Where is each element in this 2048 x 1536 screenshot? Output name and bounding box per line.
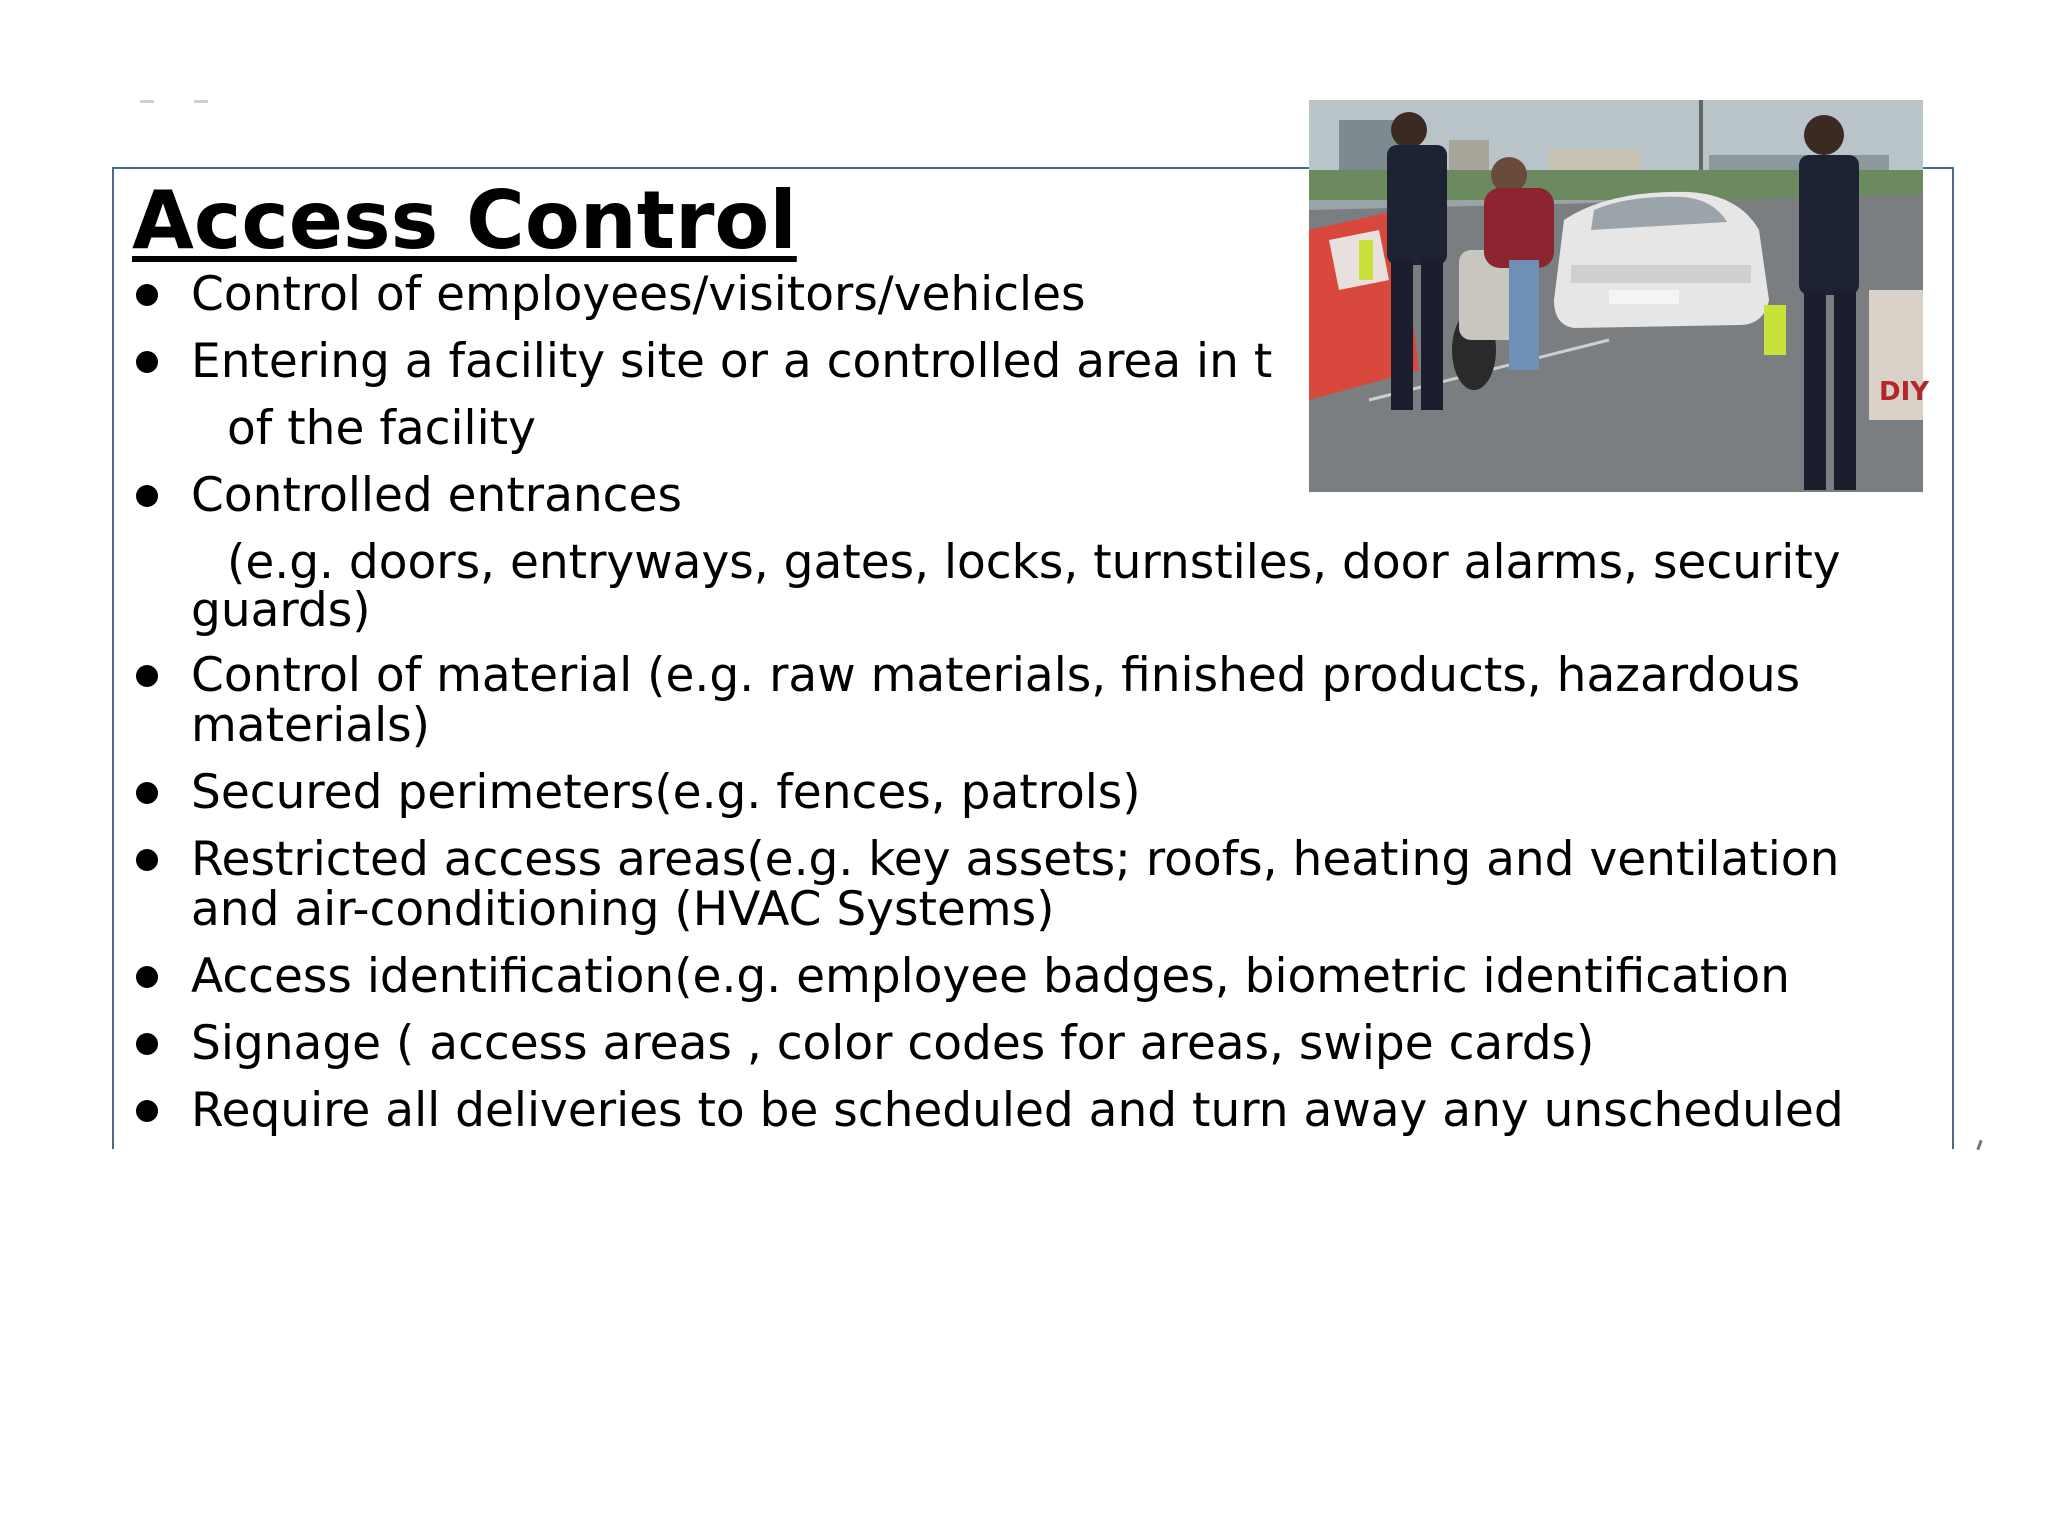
bullet-subtext: (e.g. doors, entryways, gates, locks, turnstiles, door alarms, security	[227, 535, 1841, 590]
bullet-item	[132, 832, 1932, 937]
bullet-dot-icon	[136, 782, 158, 804]
bullet-text: Require all deliveries to be scheduled and turn away any unscheduled	[191, 1083, 1844, 1138]
bullet-text: Access identification(e.g. employee badges, biometric identification	[191, 949, 1790, 1004]
sign-text: DIY	[1879, 377, 1930, 407]
bullet-dot-icon	[136, 665, 158, 687]
decorative-dash	[140, 100, 154, 103]
bullet-subtext-continued: guards)	[191, 583, 371, 638]
bullet-text: Signage ( access areas , color codes for areas, swipe cards)	[191, 1016, 1595, 1071]
bullet-item	[132, 1083, 1932, 1138]
bullet-dot-icon	[136, 485, 158, 507]
bullet-subtext: of the facility	[227, 401, 536, 456]
bullet-item	[132, 468, 1932, 638]
bullet-text: Control of material (e.g. raw materials, finished products, hazardous materials)	[191, 648, 1801, 753]
decorative-dash	[194, 100, 208, 103]
bullet-dot-icon	[136, 849, 158, 871]
bullet-dot-icon	[136, 284, 158, 306]
bullet-text: Restricted access areas(e.g. key assets; roofs, heating and ventilation and air-conditioning (HVAC Systems)	[191, 832, 1840, 937]
bullet-item	[132, 765, 1932, 820]
bullet-text: Entering a facility site or a controlled area in t	[191, 334, 1273, 389]
slide-title: Access Control	[132, 174, 797, 267]
checkpoint-photo	[1309, 100, 1930, 492]
bullet-dot-icon	[136, 966, 158, 988]
bullet-text: Secured perimeters(e.g. fences, patrols)	[191, 765, 1141, 820]
bullet-dot-icon	[136, 351, 158, 373]
bullet-dot-icon	[136, 1033, 158, 1055]
bullet-item	[132, 949, 1932, 1004]
bullet-text: Control of employees/visitors/vehicles	[191, 267, 1086, 322]
bullet-item	[132, 1016, 1932, 1071]
bullet-text: Controlled entrances	[191, 468, 682, 523]
bullet-dot-icon	[136, 1100, 158, 1122]
bullet-item	[132, 648, 1932, 753]
corner-mark	[1976, 1140, 1982, 1150]
